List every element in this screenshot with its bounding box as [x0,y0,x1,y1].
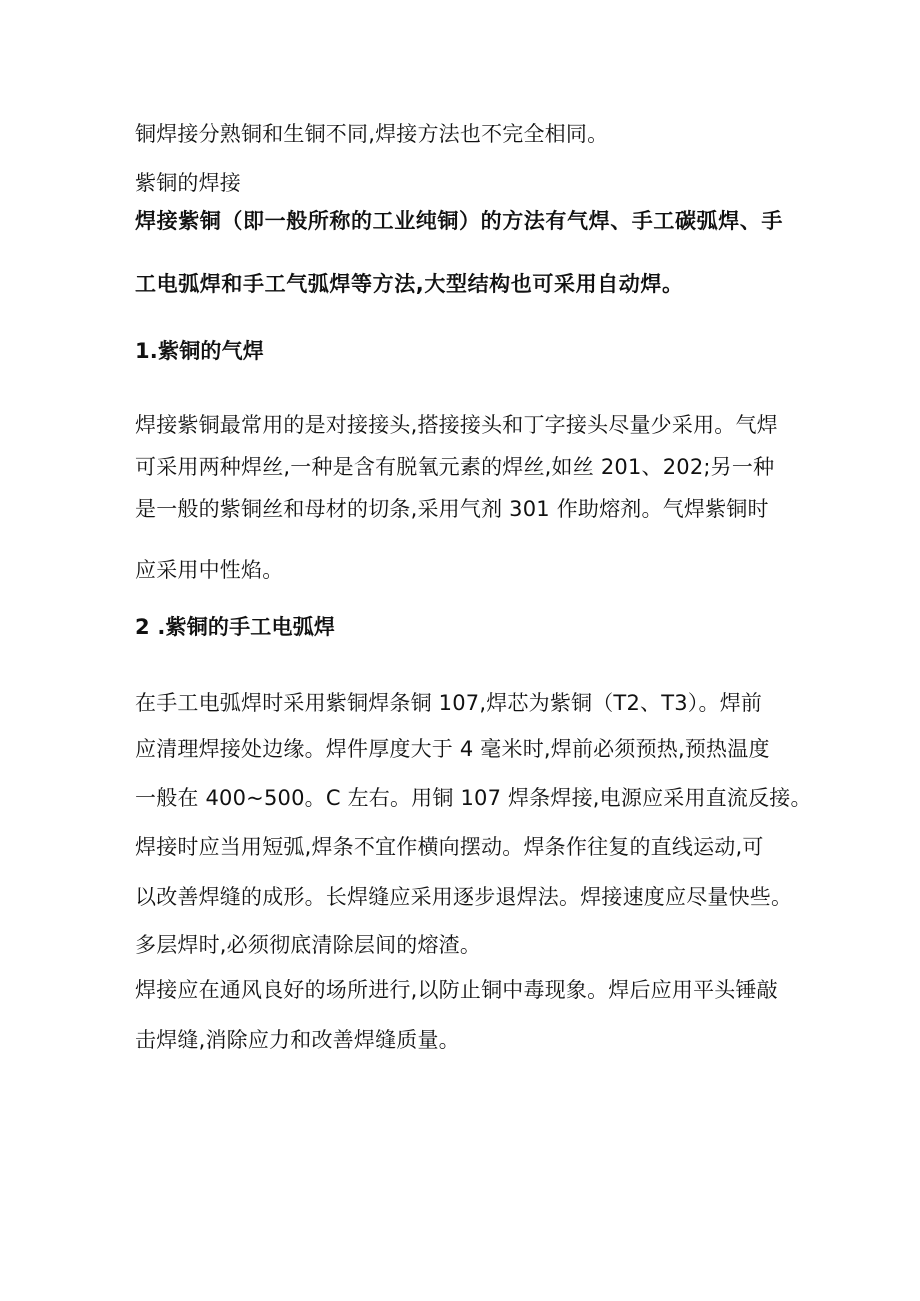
section-2-line: 一般在 400~500。C 左右。用铜 107 焊条焊接,电源应采用直流反接。 [135,786,812,810]
section-1-line: 焊接紫铜最常用的是对接接头,搭接接头和丁字接头尽量少采用。气焊 [135,413,778,437]
section-1-line: 可采用两种焊丝,一种是含有脱氧元素的焊丝,如丝 201、202;另一种 [135,455,775,479]
subtitle: 紫铜的焊接 [135,171,241,195]
section-1-line: 应采用中性焰。 [135,558,284,582]
section-2-line: 多层焊时,必须彻底清除层间的熔渣。 [135,933,482,957]
section-1-heading: 1.紫铜的气焊 [135,339,264,363]
closing-line-2: 击焊缝,消除应力和改善焊缝质量。 [135,1028,460,1052]
section-2-line: 以改善焊缝的成形。长焊缝应采用逐步退焊法。焊接速度应尽量快些。 [135,885,793,909]
summary-line-2: 工电弧焊和手工气弧焊等方法,大型结构也可采用自动焊。 [135,272,684,296]
section-2-line: 在手工电弧焊时采用紫铜焊条铜 107,焊芯为紫铜（T2、T3）。焊前 [135,691,763,715]
closing-line-1: 焊接应在通风良好的场所进行,以防止铜中毒现象。焊后应用平头锤敲 [135,978,778,1002]
summary-line-1: 焊接紫铜（即一般所称的工业纯铜）的方法有气焊、手工碳弧焊、手 [135,209,783,233]
section-1-line: 是一般的紫铜丝和母材的切条,采用气剂 301 作助熔剂。气焊紫铜时 [135,497,769,521]
section-2-heading: 2 .紫铜的手工电弧焊 [135,615,336,639]
section-2-line: 焊接时应当用短弧,焊条不宜作横向摆动。焊条作往复的直线运动,可 [135,835,764,859]
section-2-line: 应清理焊接处边缘。焊件厚度大于 4 毫米时,焊前必须预热,预热温度 [135,737,770,761]
intro-paragraph: 铜焊接分熟铜和生铜不同,焊接方法也不完全相同。 [135,122,609,146]
